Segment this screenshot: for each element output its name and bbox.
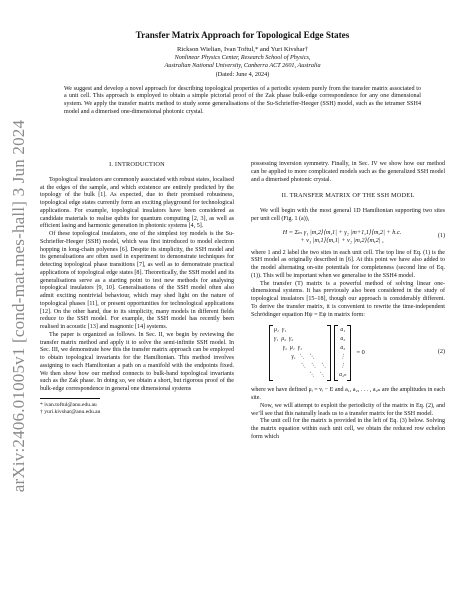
- intro-paragraph-2: Of these topological insulators, one of the simplest toy models is the Su-Schrieffer-Heeger (SSH) model, which was first introduced to model electron hopping in long-chain polyenes [6]. Despite its simplicity, the SSH model and its generalisations are often used in experiment to demonstrate techniques for detecting topological phase transitions [7], as well as to demonstrate practical applications of topological edge states [8]. Theoretically, the SSH model and its generalisations serve as a starting point to test new methods for analysing topological insulators [9, 10]. Generalisations of the SSH model often also admit exciting nontrivial behaviour, which may shed light on the nature of topological phases [11], or present opportunities for technological applications [12]. On the other hand, due to its simplicity, many models in different fields reduce to the SSH model. For example, the SSH model has recently been realised in acoustic [13] and magnonic [14] systems.: [40, 231, 234, 330]
- paper-title: Transfer Matrix Approach for Topological Edge States: [135, 30, 350, 40]
- ssh-paragraph-1: We will begin with the most general 1D Hamiltonian supporting two sites per unit cell (Fig. 1 (a)),: [251, 208, 445, 222]
- equation-2-rhs: = 0: [356, 349, 365, 357]
- paper-page: [40, 30, 445, 440]
- ssh-paragraph-5: Now, we will attempt to exploit the periodicity of the matrix in Eq. (2), and we’ll see that this naturally leads us to a transfer matrix for the SSH model.: [251, 402, 445, 417]
- intro-paragraph-3: The paper is organized as follows. In Sec. II, we begin by reviewing the transfer matrix method and apply it to solve the semi-infinite SSH model. In Sec. III, we demonstrate how this the transfer matrix approach can be employed to obtain topological invariants for the Hamiltonian. This method involves assigning to each Hamiltonian a path on a manifold with the endpoints fixed. We then show how our method connects to bulk-band topological invariants such as the Zak phase. In doing so, we obtain a short, but rigorous proof of the bulk-edge correspondence in general one dimensional systems: [40, 331, 234, 392]
- arxiv-identifier: [4, 96, 34, 516]
- footnote-rule: [40, 398, 100, 399]
- section-heading-transfer-matrix: II. TRANSFER MATRIX OF THE SSH MODEL: [281, 192, 415, 200]
- footnote-email-1: * ivan.toftul@anu.edu.au: [40, 401, 97, 408]
- ssh-paragraph-4: where we have defined μᵢ = vᵢ − E and a₁, a₂, . . . , a₂ₙ are the amplitudes in each site.: [251, 387, 445, 401]
- equation-1-number: (1): [437, 232, 445, 239]
- left-column: [40, 161, 234, 442]
- matrix-row: ⋱ ⋱ ⋱: [274, 363, 327, 370]
- intro-continuation: possessing inversion symmetry. Finally, in Sec. IV we show how our method can be applied to more complicated models such as the generalized SSH model and a dimerised photonic crystal.: [251, 161, 445, 183]
- affiliation-line-1: Nonlinear Physics Center, Research School of Physics,: [174, 54, 311, 61]
- section-heading-introduction: I. INTRODUCTION: [109, 161, 165, 168]
- amplitude-vector: [334, 325, 351, 381]
- matrix-row: γ₂ μ₁ γ₁: [274, 345, 303, 352]
- equation-2-number: (2): [437, 349, 445, 356]
- vector-entry: a₁: [340, 327, 346, 334]
- matrix-row: γ₁ μ₂ γ₂: [274, 336, 294, 343]
- matrix-row: γ₁ ⋱ ⋱: [274, 354, 315, 361]
- arxiv-id-text: arXiv:2406.01005v1 [cond-mat.mes-hall] 3 Jun 2024: [9, 119, 28, 493]
- equation-1: [251, 229, 445, 245]
- matrix-row: ⋱ ⋱: [274, 372, 325, 379]
- ssh-paragraph-2: where 1 and 2 label the two sites in each unit cell. The top line of Eq. (1) is the SSH model as originally described in [6]. At this point we have also added to the model alternating on-site potentials for completeness (second line of Eq. (1)). This will be important when we generalise to the SSH4 model.: [251, 249, 445, 279]
- vector-entry: ⋮: [339, 354, 346, 361]
- matrix-row: μ₁ γ₁: [274, 327, 287, 334]
- vector-entry: a₃: [340, 345, 346, 352]
- two-column-body: [40, 161, 445, 442]
- right-column: [251, 161, 445, 442]
- abstract: We suggest and develop a novel approach for describing topological properties of a periodic system purely from the transfer matrix associated to a unit cell. This approach is employed to obtain a simple pictorial proof of the Zak phase bulk-edge correspondence for any one dimensional system. We apply the transfer matrix method to study some generalisations of the Su-Schrieffer-Heeger (SSH) model, such as the tetramer SSH4 model and a dimerised one-dimensional photonic crystal.: [64, 85, 421, 115]
- equation-2: [269, 325, 445, 381]
- intro-paragraph-1: Topological insulators are commonly associated with robust states, localised at the edges of the sample, and which existence are entirely predicted by the topology of the bulk [1]. As expected, due to their promised robustness, topological edge states currently form an exciting playground for technological applications. For example, topological insulators have been considered as candidate materials to realise qubits for quantum computing [2, 3], as well as efficient lasing and harmonic generation in photonic systems [4, 5].: [40, 176, 234, 230]
- equation-1-line-2: + v₁ |m,1⟩⟨m,1| + v₂ |m,2⟩⟨m,2| ,: [300, 236, 384, 244]
- footnote-email-2: † yuri.kivshar@anu.edu.au: [40, 408, 101, 415]
- vector-entry: ⋮: [339, 363, 346, 370]
- date-line: (Dated: June 4, 2024): [215, 70, 270, 78]
- author-list: Rickson Wielian, Ivan Toftul,* and Yuri Kivshar†: [176, 46, 308, 53]
- hamiltonian-matrix: [269, 325, 331, 381]
- vector-entry: a₂: [340, 336, 346, 343]
- affiliation-line-2: Australian National University, Canberra ACT 2601, Australia: [164, 61, 321, 69]
- ssh-paragraph-6: The unit cell for the matrix is provided in the left of Eq. (3) below. Solving the matrix equation within each unit cell, we obtain the reduced row echelon form which: [251, 418, 445, 440]
- vector-entry: a₂ₙ: [339, 372, 347, 379]
- ssh-paragraph-3: The transfer (T) matrix is a powerful method of solving linear one-dimensional systems. It has previously also been considered in the study of topological insulators [15–18], though our approach is considerably different. To derive the transfer matrix, it is convenient to rewrite the time-independent Schrödinger equation Hψ = Eψ in matrix form:: [251, 280, 445, 318]
- equation-1-line-1: H = Σₘ γ₁ |m,2⟩⟨m,1| + γ₂ |m+1,1⟩⟨m,2| + h.c.: [282, 228, 402, 236]
